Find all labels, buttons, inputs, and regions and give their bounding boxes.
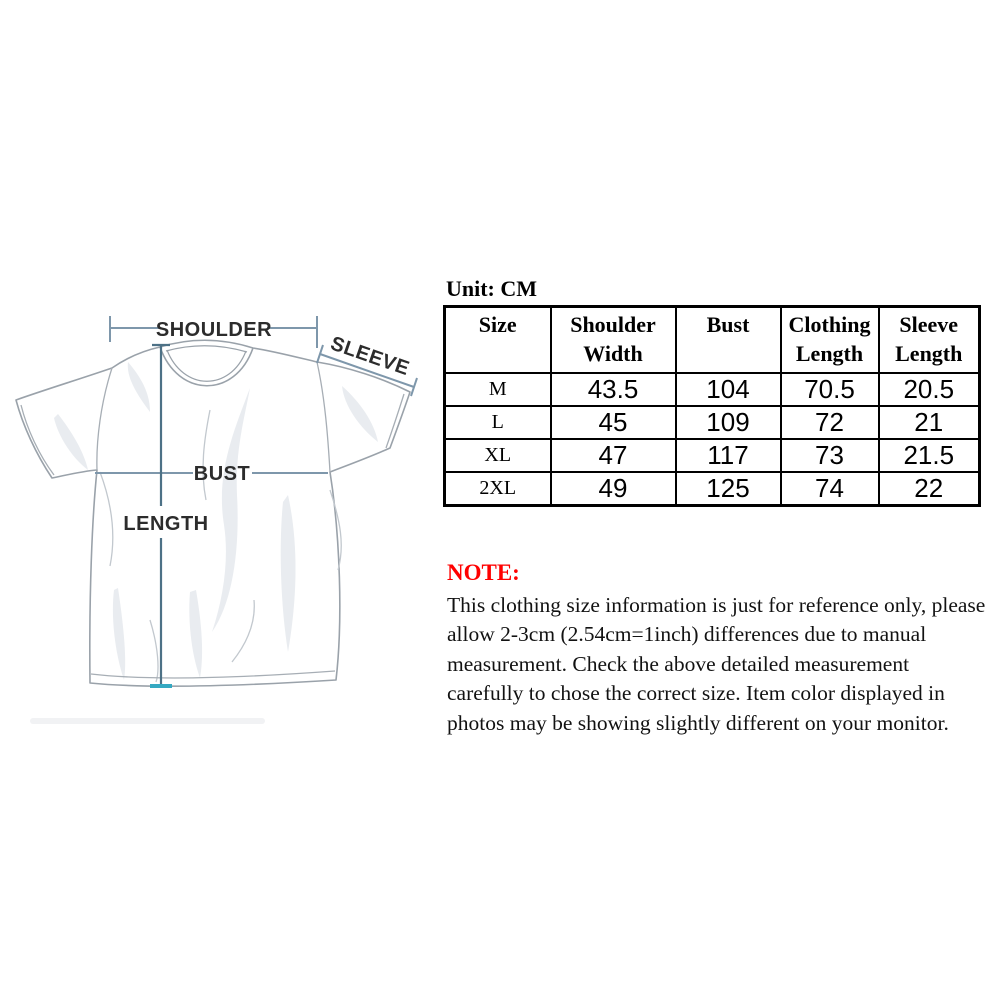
note-heading: NOTE:	[447, 560, 520, 585]
sleeve-length-value: 20.5	[879, 373, 980, 406]
bust-value: 117	[676, 439, 781, 472]
col-header-shoulder-width: Shoulder Width	[551, 307, 676, 374]
table-row-l	[445, 406, 980, 439]
table-header-row	[445, 307, 980, 374]
shoulder-width-value: 47	[551, 439, 676, 472]
size-value: L	[445, 406, 551, 439]
size-table	[443, 305, 981, 507]
size-value: XL	[445, 439, 551, 472]
col-header-size: Size	[445, 307, 551, 374]
sleeve-length-value: 21	[879, 406, 980, 439]
unit-label: Unit: CM	[446, 276, 538, 301]
table-row-xl	[445, 439, 980, 472]
table-row-2xl	[445, 472, 980, 506]
bust-value: 125	[676, 472, 781, 506]
shoulder-width-value: 45	[551, 406, 676, 439]
clothing-length-value: 73	[781, 439, 879, 472]
note-section	[447, 560, 992, 738]
note-line: carefully to chose the correct size. Item color displayed in	[447, 681, 945, 706]
clothing-length-value: 72	[781, 406, 879, 439]
shoulder-label: SHOULDER	[155, 319, 273, 341]
bust-value: 109	[676, 406, 781, 439]
note-line: photos may be showing slightly different on your monitor.	[447, 710, 949, 735]
table-row-m	[445, 373, 980, 406]
size-value: 2XL	[445, 472, 551, 506]
note-line: This clothing size information is just for reference only, please	[447, 593, 986, 617]
length-label: LENGTH	[123, 513, 209, 535]
tshirt-outline	[16, 340, 410, 686]
note-line: measurement. Check the above detailed measurement	[447, 651, 910, 676]
note-line: allow 2-3cm (2.54cm=1inch) differences due to manual	[447, 622, 927, 647]
sleeve-length-value: 22	[879, 472, 980, 506]
col-header-sleeve-length: Sleeve Length	[879, 307, 980, 374]
shoulder-width-value: 49	[551, 472, 676, 506]
bust-label: BUST	[193, 463, 251, 485]
shirt-shadow	[30, 718, 265, 724]
shoulder-width-value: 43.5	[551, 373, 676, 406]
col-header-clothing-length: Clothing Length	[781, 307, 879, 374]
sleeve-length-value: 21.5	[879, 439, 980, 472]
col-header-bust: Bust	[676, 307, 781, 374]
clothing-length-value: 70.5	[781, 373, 879, 406]
size-value: M	[445, 373, 551, 406]
tshirt-measurement-diagram	[0, 290, 450, 730]
bust-value: 104	[676, 373, 781, 406]
clothing-length-value: 74	[781, 472, 879, 506]
sleeve-label: SLEEVE	[327, 332, 413, 381]
